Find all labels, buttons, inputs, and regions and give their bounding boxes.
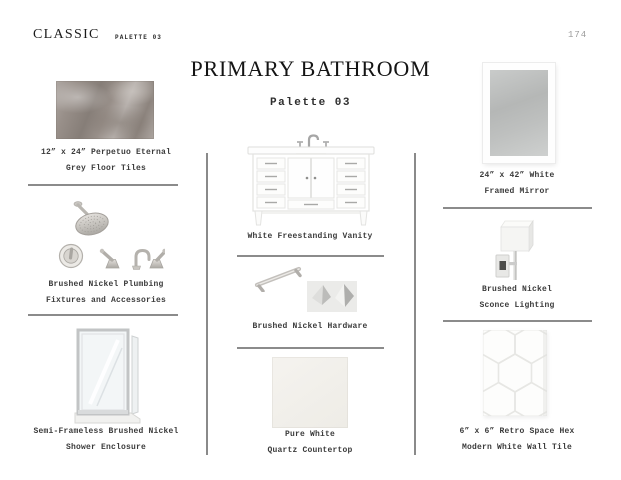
section-rule xyxy=(443,320,592,322)
column-divider-right xyxy=(414,153,416,455)
floor-tile-image xyxy=(56,81,154,139)
brand-logo: CLASSIC xyxy=(33,27,100,42)
plumbing-label: Brushed Nickel Plumbing Fixtures and Accessories xyxy=(45,280,167,305)
bar-pull-image xyxy=(250,264,306,292)
mirror-glass xyxy=(490,70,548,156)
hex-tile-image xyxy=(483,330,547,416)
plumbing-fixtures-image xyxy=(50,196,165,278)
mirror-image xyxy=(483,63,555,163)
shower-enclosure-image xyxy=(70,326,146,426)
page-number: 174 xyxy=(568,30,588,40)
countertop-swatch xyxy=(272,357,348,428)
column-divider-left xyxy=(206,153,208,455)
collection-tag: PALETTE 03 xyxy=(115,34,163,41)
section-rule xyxy=(28,314,178,316)
sconce-label: Brushed Nickel Sconce Lighting xyxy=(479,285,555,310)
mirror-label: 24” x 42” White Framed Mirror xyxy=(479,171,555,196)
hardware-label: Brushed Nickel Hardware xyxy=(252,322,368,331)
countertop-label: Pure White Quartz Countertop xyxy=(267,430,353,455)
vanity-image xyxy=(240,121,382,227)
vanity-label: White Freestanding Vanity xyxy=(247,232,373,241)
section-rule xyxy=(237,255,384,257)
section-rule xyxy=(443,207,592,209)
section-rule xyxy=(237,347,384,349)
page-title: PRIMARY BATHROOM xyxy=(190,56,431,81)
knobs-image xyxy=(307,281,357,312)
shower-enclosure-label: Semi-Frameless Brushed Nickel Shower Enclosure xyxy=(33,427,179,452)
hex-tile-label: 6” x 6” Retro Space Hex Modern White Wall Tile xyxy=(459,427,575,452)
section-rule xyxy=(28,184,178,186)
sconce-image xyxy=(486,214,542,286)
floor-tile-label: 12” x 24” Perpetuo Eternal Grey Floor Tiles xyxy=(40,148,172,173)
page-subtitle: Palette 03 xyxy=(269,97,351,109)
